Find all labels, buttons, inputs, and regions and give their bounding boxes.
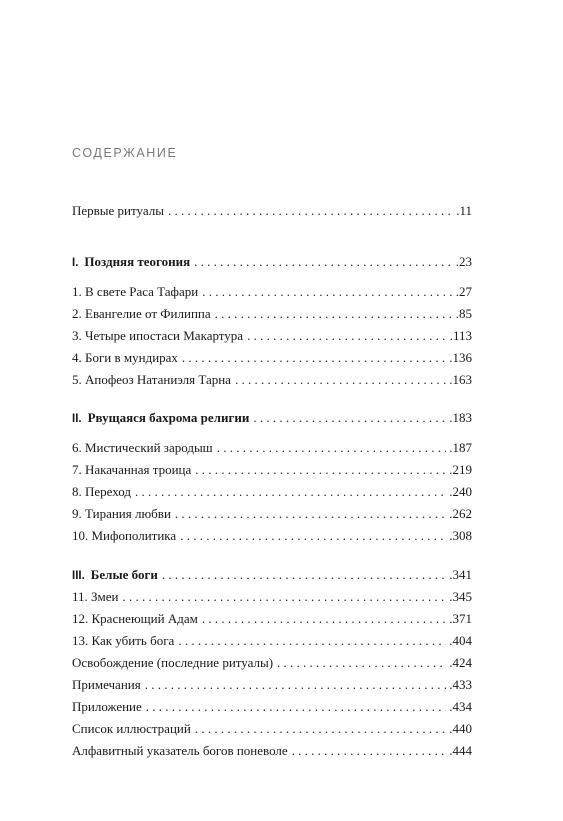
toc-entry-page: .433	[449, 677, 472, 692]
leader-dots	[182, 349, 446, 367]
toc-entry-title: 8. Переход	[72, 484, 132, 499]
leader-dots	[146, 698, 446, 716]
toc-entry-page: .262	[449, 506, 472, 521]
toc-entry-page: .163	[449, 372, 472, 387]
toc-entry-page: .440	[449, 721, 472, 736]
toc-entry-title: Список иллюстраций	[72, 721, 191, 736]
toc-entry-chapter-6[interactable]	[72, 439, 472, 457]
toc-entry-title: Примечания	[72, 677, 141, 692]
toc-entry-liberation[interactable]	[72, 654, 472, 672]
toc-entry-title: 3. Четыре ипостаси Макартура	[72, 328, 244, 343]
part-title: Поздняя теогония	[84, 254, 191, 269]
toc-entry-title: 1. В свете Раса Тафари	[72, 284, 199, 299]
toc-entry-page: .240	[449, 484, 472, 499]
leader-dots	[247, 327, 447, 345]
leader-dots	[292, 742, 447, 760]
toc-entry-chapter-8[interactable]	[72, 483, 472, 501]
toc-entry-chapter-11[interactable]	[72, 588, 472, 606]
toc-entry-title: 7. Накачанная троица	[72, 462, 192, 477]
toc-entry-page: .11	[456, 203, 472, 218]
toc-entry-title: 4. Боги в мундирах	[72, 350, 178, 365]
toc-entry-index[interactable]	[72, 742, 472, 760]
toc-entry-title: 2. Евангелие от Филиппа	[72, 306, 211, 321]
part-title: Рвущаяся бахрома религии	[87, 410, 250, 425]
leader-dots	[168, 202, 453, 220]
toc-entry-title: Алфавитный указатель богов поневоле	[72, 743, 288, 758]
part-number: III.	[72, 570, 85, 582]
toc-entry-page: .219	[449, 462, 472, 477]
toc-entry-chapter-10[interactable]	[72, 527, 472, 545]
toc-entry-page: .23	[455, 254, 472, 269]
leader-dots	[195, 461, 446, 479]
toc-entry-chapter-12[interactable]	[72, 610, 472, 628]
toc-entry-notes[interactable]	[72, 676, 472, 694]
toc-entry-title: 9. Тирания любви	[72, 506, 171, 521]
toc-entry-page: .404	[449, 633, 472, 648]
toc-entry-chapter-9[interactable]	[72, 505, 472, 523]
leader-dots	[235, 371, 446, 389]
toc-part-2[interactable]	[72, 409, 472, 427]
toc-entry-page: .183	[449, 410, 472, 425]
toc-entry-first-rituals[interactable]	[72, 202, 472, 220]
contents-heading: СОДЕРЖАНИЕ	[72, 146, 178, 160]
toc-entry-title: Приложение	[72, 699, 142, 714]
leader-dots	[217, 439, 447, 457]
toc-entry-title: Первые ритуалы	[72, 203, 164, 218]
toc-part-1[interactable]	[72, 253, 472, 271]
leader-dots	[202, 610, 446, 628]
leader-dots	[135, 483, 446, 501]
toc-entry-page: .136	[449, 350, 472, 365]
toc-entry-page: .27	[455, 284, 472, 299]
toc-entry-page: .424	[449, 655, 472, 670]
leader-dots	[194, 253, 453, 271]
toc-entry-title: 13. Как убить бога	[72, 633, 175, 648]
toc-entry-title: Освобождение (последние ритуалы)	[72, 655, 274, 670]
toc-entry-page: .308	[449, 528, 472, 543]
toc-entry-page: .113	[449, 328, 472, 343]
toc-entry-page: .341	[449, 567, 472, 582]
toc-entry-page: .434	[449, 699, 472, 714]
leader-dots	[178, 632, 446, 650]
leader-dots	[175, 505, 446, 523]
toc-entry-page: .371	[449, 611, 472, 626]
toc-entry-chapter-4[interactable]	[72, 349, 472, 367]
toc-entry-title: 10. Мифополитика	[72, 528, 177, 543]
part-title: Белые боги	[90, 567, 158, 582]
leader-dots	[277, 654, 446, 672]
toc-entry-illustrations[interactable]	[72, 720, 472, 738]
toc-entry-title: 5. Апофеоз Натаниэля Тарна	[72, 372, 231, 387]
leader-dots	[145, 676, 447, 694]
toc-entry-page: .187	[449, 440, 472, 455]
toc-entry-page: .345	[449, 589, 472, 604]
toc-entry-page: .85	[455, 306, 472, 321]
toc-entry-chapter-7[interactable]	[72, 461, 472, 479]
toc-part-3[interactable]	[72, 566, 472, 584]
leader-dots	[195, 720, 446, 738]
leader-dots	[180, 527, 446, 545]
toc-entry-title: 6. Мистический зародыш	[72, 440, 213, 455]
toc-entry-chapter-5[interactable]	[72, 371, 472, 389]
toc-entry-chapter-3[interactable]	[72, 327, 472, 345]
part-number: II.	[72, 413, 82, 425]
toc-entry-title: 12. Краснеющий Адам	[72, 611, 198, 626]
leader-dots	[202, 283, 453, 301]
toc-entry-chapter-13[interactable]	[72, 632, 472, 650]
leader-dots	[253, 409, 446, 427]
toc-entry-appendix[interactable]	[72, 698, 472, 716]
leader-dots	[122, 588, 446, 606]
toc-entry-chapter-2[interactable]	[72, 305, 472, 323]
toc-entry-title: 11. Змеи	[72, 589, 119, 604]
toc-entry-chapter-1[interactable]	[72, 283, 472, 301]
leader-dots	[215, 305, 453, 323]
leader-dots	[162, 566, 446, 584]
part-number: I.	[72, 257, 79, 269]
toc-entry-page: .444	[449, 743, 472, 758]
